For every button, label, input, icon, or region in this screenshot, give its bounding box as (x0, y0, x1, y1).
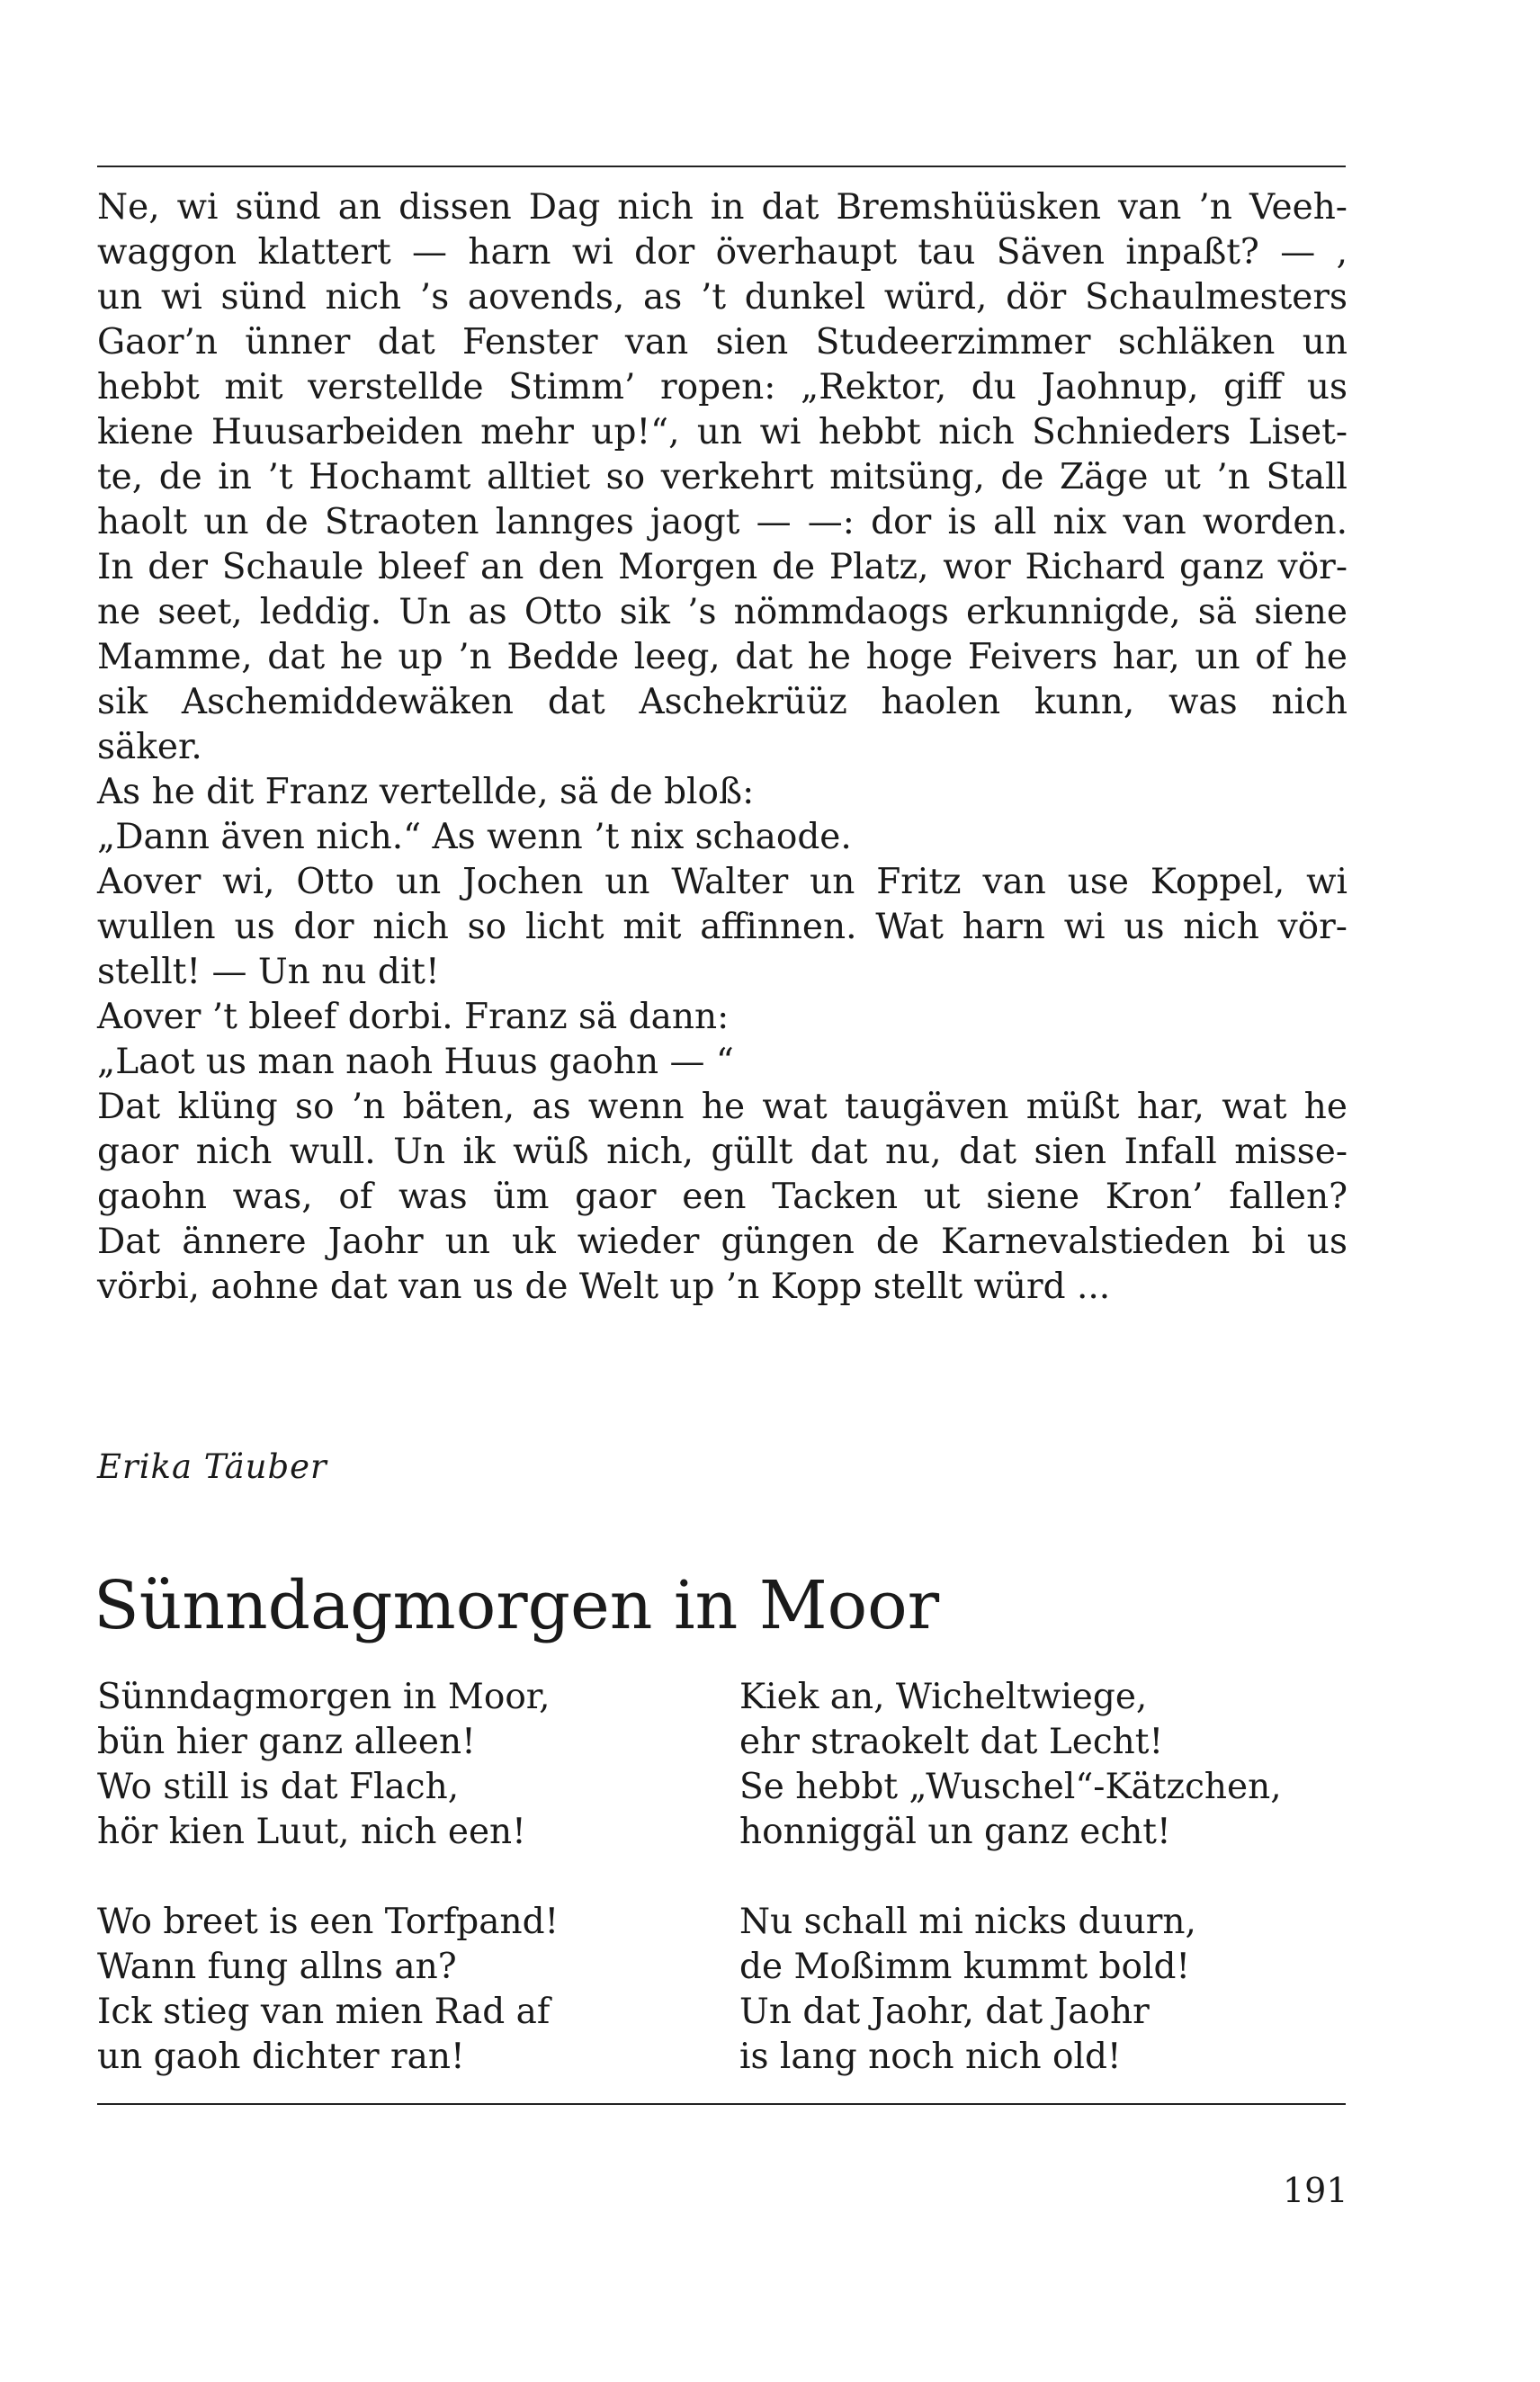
prose-line: In der Schaule bleef an den Morgen de Platz, wor Richard ganz vör- (97, 547, 1348, 587)
poem-line: honniggäl un ganz echt! (739, 1812, 1171, 1852)
prose-line: kiene Huusarbeiden mehr up!“, un wi hebbt nich Schnieders Liset- (97, 412, 1348, 452)
prose-line: hebbt mit verstellde Stimm’ ropen: „Rektor, du Jaohnup, giff us (97, 367, 1348, 407)
poem-line: Wo breet is een Torfpand! (97, 1902, 560, 1942)
poem-line: Wann fung allns an? (97, 1947, 457, 1987)
poem-column-left (97, 1675, 559, 2125)
prose-line: te, de in ’t Hochamt alltiet so verkehrt mitsüng, de Zäge ut ’n Stall (97, 457, 1348, 497)
bottom-rule (97, 2103, 1346, 2105)
poem-line: hör kien Luut, nich een! (97, 1812, 526, 1852)
prose-line: ne seet, leddig. Un as Otto sik ’s nömmdaogs erkunnigde, sä siene (97, 592, 1348, 632)
poem-stanza (97, 1900, 559, 2080)
prose-line: stellt! — Un nu dit! (97, 952, 440, 992)
poem-author: Erika Täuber (97, 1447, 327, 1486)
page-number: 191 (1283, 2171, 1348, 2210)
prose-line: Mamme, dat he up ’n Bedde leeg, dat he hoge Feivers har, un of he (97, 637, 1348, 677)
poem-stanza (97, 1675, 559, 1855)
prose-line: Aover wi, Otto un Jochen un Walter un Fritz van use Koppel, wi (97, 862, 1348, 902)
prose-line: gaohn was, of was üm gaor een Tacken ut siene Kron’ fallen? (97, 1177, 1348, 1217)
poem-line: Se hebbt „Wuschel“-Kätzchen, (739, 1767, 1282, 1807)
poem-title: Sünndagmorgen in Moor (94, 1567, 940, 1644)
prose-line: Aover ’t bleef dorbi. Franz sä dann: (97, 997, 730, 1037)
prose-line: säker. (97, 727, 202, 767)
prose-line: wullen us dor nich so licht mit affinnen. Wat harn wi us nich vör- (97, 907, 1348, 947)
poem-column-right (739, 1675, 1282, 2125)
prose-line: Dat ännere Jaohr un uk wieder güngen de Karnevalstieden bi us (97, 1222, 1348, 1262)
poem-line: Wo still is dat Flach, (97, 1767, 460, 1807)
poem-stanza (739, 1675, 1282, 1855)
poem-line: is lang noch nich old! (739, 2037, 1122, 2077)
poem-line: bün hier ganz alleen! (97, 1722, 476, 1762)
prose-line: Gaor’n ünner dat Fenster van sien Studeerzimmer schläken un (97, 322, 1348, 363)
poem-stanza (739, 1900, 1282, 2080)
poem-line: Un dat Jaohr, dat Jaohr (739, 1992, 1150, 2032)
poem-line: ehr straokelt dat Lecht! (739, 1722, 1164, 1762)
prose-line: Dat klüng so ’n bäten, as wenn he wat taugäven müßt har, wat he (97, 1087, 1348, 1127)
top-rule (97, 166, 1346, 167)
prose-line: gaor nich wull. Un ik wüß nich, güllt dat nu, dat sien Infall misse- (97, 1132, 1348, 1172)
poem-line: un gaoh dichter ran! (97, 2037, 465, 2077)
poem-line: Sünndagmorgen in Moor, (97, 1677, 551, 1717)
poem-line: Ick stieg van mien Rad af (97, 1992, 551, 2032)
prose-line: waggon klattert — harn wi dor överhaupt tau Säven inpaßt? — , (97, 232, 1348, 273)
prose-text (97, 185, 1348, 1310)
prose-line: haolt un de Straoten lannges jaogt — —: dor is all nix van worden. (97, 502, 1348, 542)
prose-line: vörbi, aohne dat van us de Welt up ’n Kopp stellt würd ... (97, 1267, 1111, 1307)
prose-line: Ne, wi sünd an dissen Dag nich in dat Bremshüüsken van ’n Veeh- (97, 187, 1348, 228)
poem-line: Nu schall mi nicks duurn, (739, 1902, 1196, 1942)
prose-line: „Laot us man naoh Huus gaohn — “ (97, 1042, 734, 1082)
prose-line: As he dit Franz vertellde, sä de bloß: (97, 772, 755, 812)
poem-line: Kiek an, Wicheltwiege, (739, 1677, 1148, 1717)
prose-line: sik Aschemiddewäken dat Aschekrüüz haolen kunn, was nich (97, 682, 1348, 722)
poem-line: de Moßimm kummt bold! (739, 1947, 1191, 1987)
prose-line: un wi sünd nich ’s aovends, as ’t dunkel würd, dör Schaulmesters (97, 277, 1348, 318)
prose-line: „Dann även nich.“ As wenn ’t nix schaode. (97, 817, 852, 857)
